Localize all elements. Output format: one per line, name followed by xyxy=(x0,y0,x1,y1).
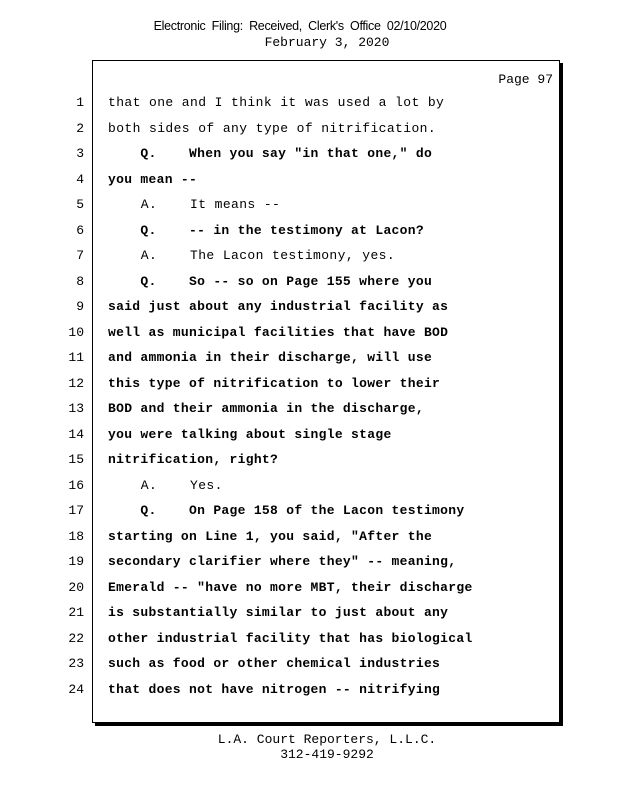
footer-phone: 312-419-9292 xyxy=(280,747,374,762)
transcript-line: A. It means -- xyxy=(108,197,281,212)
transcript-line: A. Yes. xyxy=(108,478,223,493)
transcript-line: is substantially similar to just about any xyxy=(108,605,449,620)
transcript-line: starting on Line 1, you said, "After the xyxy=(108,529,433,544)
line-number: 8 xyxy=(76,274,84,289)
line-number: 14 xyxy=(68,427,84,442)
line-number: 3 xyxy=(76,146,84,161)
transcript-line: this type of nitrification to lower their xyxy=(108,376,441,391)
transcript-line: secondary clarifier where they" -- meaning, xyxy=(108,554,457,569)
line-number: 11 xyxy=(68,350,84,365)
line-number: 2 xyxy=(76,121,84,136)
line-number: 13 xyxy=(68,401,84,416)
line-number: 1 xyxy=(76,95,84,110)
transcript-line: other industrial facility that has biological xyxy=(108,631,473,646)
footer-company: L.A. Court Reporters, L.L.C. xyxy=(217,732,437,747)
line-number: 17 xyxy=(68,503,84,518)
line-number: 19 xyxy=(68,554,84,569)
line-number: 5 xyxy=(76,197,84,212)
transcript-line: said just about any industrial facility as xyxy=(108,299,449,314)
transcript-line: Q. When you say "in that one," do xyxy=(108,146,433,161)
transcript-line: both sides of any type of nitrification. xyxy=(108,121,437,136)
line-number: 24 xyxy=(68,682,84,697)
transcript-date: February 3, 2020 xyxy=(264,35,390,50)
transcript-line: Q. On Page 158 of the Lacon testimony xyxy=(108,503,465,518)
page-number: Page 97 xyxy=(498,72,553,87)
line-number: 6 xyxy=(76,223,84,238)
line-number: 7 xyxy=(76,248,84,263)
transcript-line: Q. -- in the testimony at Lacon? xyxy=(108,223,424,238)
line-number: 15 xyxy=(68,452,84,467)
transcript-line: Emerald -- "have no more MBT, their discharge xyxy=(108,580,473,595)
line-number: 9 xyxy=(76,299,84,314)
line-number: 4 xyxy=(76,172,84,187)
line-number: 20 xyxy=(68,580,84,595)
transcript-line: you mean -- xyxy=(108,172,198,187)
filing-stamp: Electronic Filing: Received, Clerk's Office 02/10/2020 xyxy=(153,19,447,33)
line-number: 16 xyxy=(68,478,84,493)
transcript-line: such as food or other chemical industries xyxy=(108,656,441,671)
transcript-line: A. The Lacon testimony, yes. xyxy=(108,248,396,263)
line-number: 21 xyxy=(68,605,84,620)
transcript-line: that does not have nitrogen -- nitrifying xyxy=(108,682,441,697)
line-number: 18 xyxy=(68,529,84,544)
line-number: 22 xyxy=(68,631,84,646)
transcript-line: and ammonia in their discharge, will use xyxy=(108,350,433,365)
transcript-line: that one and I think it was used a lot by xyxy=(108,95,445,110)
line-number: 12 xyxy=(68,376,84,391)
transcript-line: you were talking about single stage xyxy=(108,427,392,442)
line-number: 10 xyxy=(68,325,84,340)
transcript-line: Q. So -- so on Page 155 where you xyxy=(108,274,433,289)
transcript-line: BOD and their ammonia in the discharge, xyxy=(108,401,424,416)
transcript-line: nitrification, right? xyxy=(108,452,279,467)
transcript-line: well as municipal facilities that have BOD xyxy=(108,325,449,340)
line-numbers xyxy=(0,0,84,800)
line-number: 23 xyxy=(68,656,84,671)
